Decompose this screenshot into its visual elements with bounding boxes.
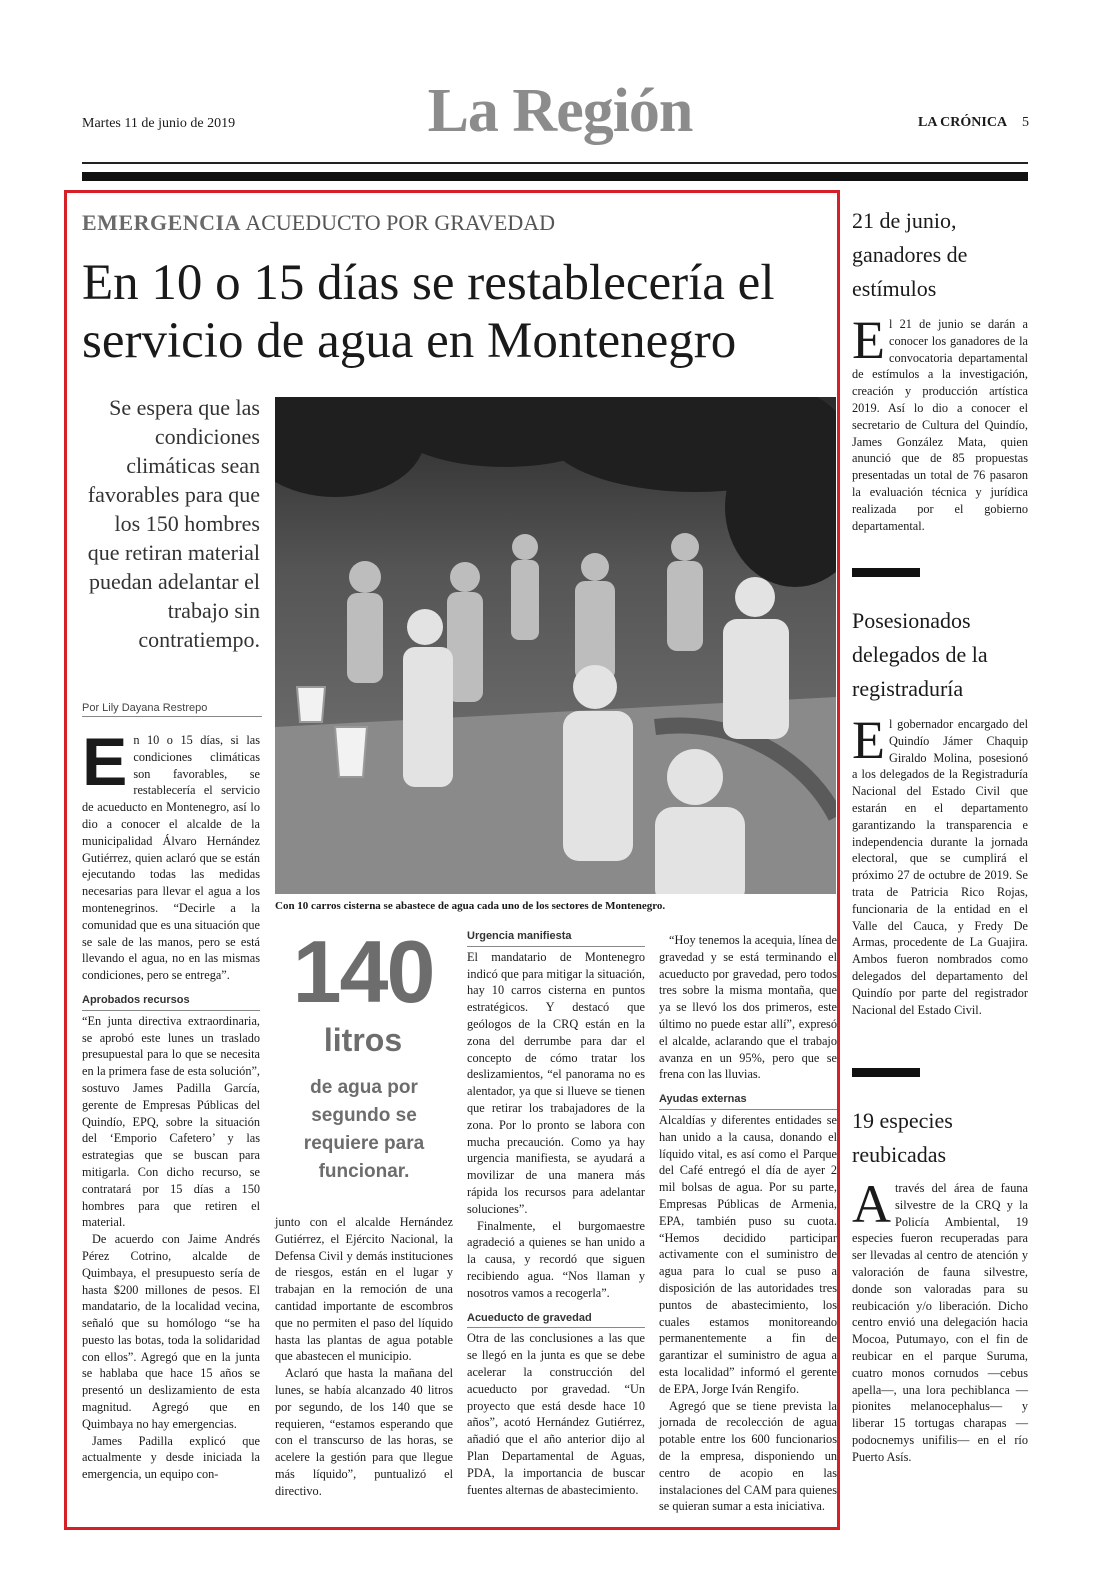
col1-paragraph-4: James Padilla explicó que actualmente y desde iniciada la emergencia, un equipo con- (82, 1433, 260, 1482)
col3-paragraph-3: Otra de las conclusiones a las que se llegó en la junta es que se debe acelerar la construcción del acueducto por gravedad. “Un proyecto que está desde hace 10 años”, acotó Hernández Gutiérrez, añadió que el año anterior dijo al Plan Departamental de Aguas, PDA, la importancia de buscar fuentes alternas de abastecimiento. (467, 1331, 645, 1497)
article-summary: Se espera que las condiciones climáticas sean favorables para que los 150 hombres que retiran material puedan adelantar el trabajo sin contratiempo. (87, 395, 260, 652)
kicker-topic: EMERGENCIA (82, 210, 242, 235)
kicker-subtopic: ACUEDUCTO POR GRAVEDAD (245, 210, 555, 235)
col4-paragraph-1: “Hoy tenemos la acequia, línea de gravedad y se está terminando el acueducto por gravedad, pero todos tres sobre la misma montaña, que ya se llevó los dos primeros, este último no puede estar allí”, expresó el alcalde, aclarando que el trabajo avanza en un 95%, pero que se frena con las lluvias. (659, 933, 837, 1082)
highlight-description: de agua por segundo se requiere para funcionar. (303, 1077, 425, 1182)
article-column-3 (467, 928, 645, 1498)
col3-paragraph-1: El mandatario de Montenegro indicó que para mitigar la situación, hay 10 carros cisterna en puntos estratégicos. Y destacó que geólogos de la CRQ están en la zona del derrumbe para dar el concepto de cómo tratar los deslizamientos, “el panorama no es alentador, ya que si llueve se tienen que retirar los trabajadores de la zona. Por lo pronto se labora con mucha precaución. Como ya hay urgencia manifiesta, se ayudará a movilizar de una manera más rápida los recursos para adelantar soluciones”. (467, 949, 645, 1216)
brief-2-dropcap: E (852, 710, 885, 770)
article-kicker (82, 210, 555, 236)
col1-paragraph-3: De acuerdo con Jaime Andrés Pérez Cotrino, alcalde de Quimbaya, el presupuesto sería de hasta $200 millones de pesos. El mandatario, de la localidad vecina, señaló que su homólogo “se ha puesto las botas, toda la solidaridad con ellos”. Agregó que en la junta se hablaba que hace 15 años se presentó un deslizamiento de esta magnitud. Agregó que en Quimbaya no hay emergencias. (82, 1232, 260, 1431)
masthead-bar (82, 172, 1028, 181)
section-name: LA CRÓNICA (918, 115, 1008, 130)
subhead-aprobados-recursos: Aprobados recursos (82, 992, 260, 1011)
brief-3-title: 19 especies reubicadas (852, 1108, 953, 1167)
col3-paragraph-2: Finalmente, el burgomaestre agradeció a quienes se han unido a la causa, y recordó que siguen recibiendo agua. “Nos llaman y nosotros vamos a recogerla”. (467, 1218, 645, 1300)
col2-paragraph-1: junto con el alcalde Hernández Gutiérrez, el Ejército Nacional, la Defensa Civil y demás instituciones de riesgos, están en el lugar y trabajan en la remoción de una cantidad importante de escombros que no permiten el paso del líquido hasta las plantas de agua potable que abastecen el municipio. (275, 1215, 453, 1364)
issue-date: Martes 11 de junio de 2019 (82, 116, 236, 131)
highlight-number: 140 (292, 922, 434, 1021)
col1-paragraph-2: “En junta directiva extraordinaria, se aprobó este lunes un traslado presupuestal para lo que se necesita en la primera fase de esta solución”, sostuvo James Padilla García, gerente de Empresas Públicas del Quindío, EPQ, sobre la situación del ‘Emporio Cafetero’ y las estrategias que se buscan para mitigarla. Con dicho recurso, se contratará por 15 días a 150 hombres para que retiren el material. (82, 1013, 260, 1230)
headline-line-1: En 10 o 15 días se restablecería el (82, 255, 775, 311)
brief-2-title: Posesionados delegados de la registraduría (852, 608, 988, 701)
col4-paragraph-3: Agregó que se tiene prevista la jornada de recolección de agua potable entre los 600 funcionarios de la empresa, disponiendo un centro de acopio en las instalaciones del CAM para quienes se quieran sumar a esta iniciativa. (659, 1398, 837, 1514)
brief-1-title: 21 de junio, ganadores de estímulos (852, 208, 968, 301)
article-headline (82, 254, 822, 370)
headline-line-2: servicio de agua en Montenegro (82, 313, 737, 369)
article-column-2 (275, 1214, 453, 1500)
col2-paragraph-2: Aclaró que hasta la mañana del lunes, se había alcanzado 40 litros por segundo, de los 140 que se requieren, “estamos esperando que con el transcurso de las horas, se acelere la gestión para que llegue más líquido”, puntualizó el directivo. (275, 1366, 453, 1498)
brief-separator-2 (852, 1068, 920, 1077)
article-column-4 (659, 932, 837, 1515)
highlight-unit: litros (323, 1022, 403, 1058)
col1-paragraph-1: En 10 o 15 días, si las condiciones climáticas son favorables, se restablecería el servicio de acueducto en Montenegro, así lo dio a conocer el alcalde de la municipalidad Álvaro Hernández Gutiérrez, quien aclaró que se están ejecutando todas las medidas necesarias para llevar el agua a los montenegrinos. “Decirle a la comunidad que es una situación que se sale de las manos, pero se está llevando el agua, no en las mismas condiciones, pero se entrega”. (82, 724, 260, 983)
col4-paragraph-2: Alcaldías y diferentes entidades se han unido a la causa, donando el líquido vital, es así como el Parque del Café entregó el día de ayer 2 mil bolsas de agua. Por su parte, Empresas Públicas de Armenia, EPA, también puso su cuota. “Hemos decidido participar activamente con el suministro de agua para lo cual se puso a disposición de las autoridades tres puntos de abastecimiento, los cuales estamos monitoreando permanentemente a fin de garantizar el suministro de agua a esta localidad” informó el gerente de EPA, Jorge Iván Rengifo. (659, 1112, 837, 1396)
brief-1-dropcap: E (852, 310, 885, 370)
article-column-1 (82, 724, 260, 1483)
subhead-urgencia-manifiesta: Urgencia manifiesta (467, 928, 645, 947)
article-photo (275, 397, 836, 894)
dropcap: E (82, 724, 128, 800)
newspaper-title: La Región (427, 77, 693, 145)
brief-2-body: El gobernador encargado del Quindío Jámer Chaquip Giraldo Molina, posesionó a los delegados de la Registraduría Nacional del Estado Civil que estarán en el departamento garantizando la transparencia e independencia durante la jornada electoral, que se cumplirá el próximo 27 de octubre de 2019. Se trata de Patricia Rico Rojas, funcionaria de la entidad en el Valle del Cauca, y Fredy De Armas, procedente de La Guajira. Ambos fueron nombrados como delegados del departamento del Quindío por parte del registrador Nacional del Estado Civil. (852, 710, 1028, 1017)
brief-1-body: El 21 de junio se darán a conocer los ganadores de la convocatoria departamental de estímulos a la investigación, creación y producción artística 2019. Así lo dio a conocer el secretario de Cultura del Quindío, James González Mata, quien anunció que de 85 propuestas presentadas un total de 76 pasaron la evaluación técnica y jurídica realizada por el gobierno departamental. (852, 310, 1028, 533)
page-number: 5 (1022, 115, 1029, 130)
byline: Por Lily Dayana Restrepo (82, 702, 262, 717)
masthead-rule (82, 162, 1028, 164)
subhead-acueducto-gravedad: Acueducto de gravedad (467, 1310, 645, 1329)
subhead-ayudas-externas: Ayudas externas (659, 1091, 837, 1110)
photo-crowd-illustration (275, 397, 836, 894)
photo-caption: Con 10 carros cisterna se abastece de agua cada uno de los sectores de Montenegro. (275, 900, 666, 912)
brief-separator-1 (852, 568, 920, 577)
brief-3-dropcap: A (852, 1174, 891, 1234)
brief-3-body: Através del área de fauna silvestre de la CRQ y la Policía Ambiental, 19 especies fueron recuperadas para ser llevadas al centro de atención y valoración de fauna silvestre, donde son valoradas para su reubicación y/o liberación. Dicho centro envió una delegación hacia Mocoa, Putumayo, con el fin de reubicar en el parque Suruma, cuatro monos cornudos —cebus apella—, una lora pechiblanca —pionites melanocephalus— y liberar 15 tortugas charapas —podocnemys unifilis— en el río Puerto Asís. (852, 1174, 1028, 1464)
